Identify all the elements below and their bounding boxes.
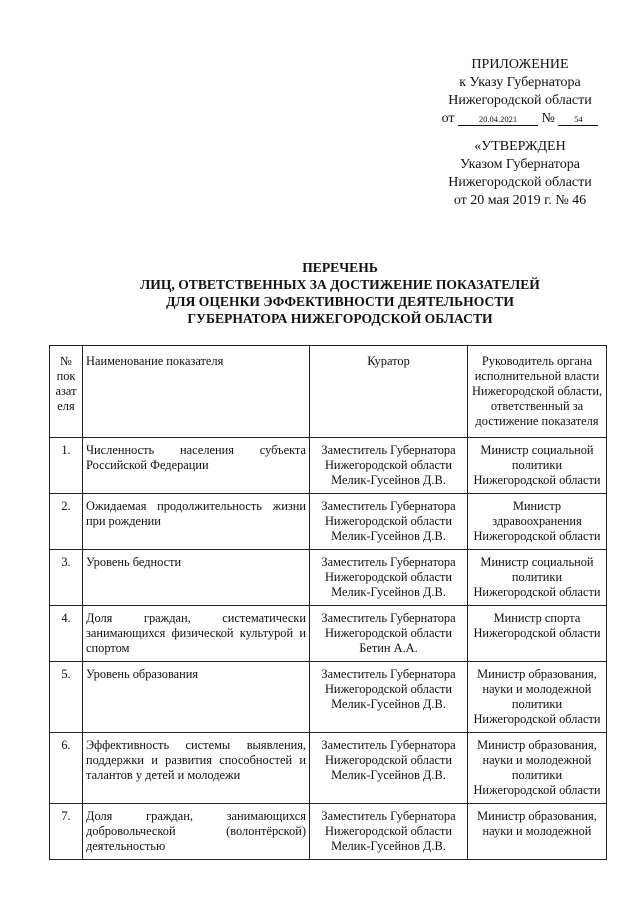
approved-line-region: Нижегородской области bbox=[448, 175, 592, 190]
appendix-line-decree: к Указу Губернатора bbox=[459, 75, 581, 90]
row-head: Министр образования, науки и молодежной bbox=[468, 804, 607, 860]
row-curator: Заместитель Губернатора Нижегородской области Мелик-Гусейнов Д.В. bbox=[310, 550, 468, 606]
row-indicator: Доля граждан, занимающихся добровольческой (волонтёрской) деятельностью bbox=[83, 804, 310, 860]
row-indicator: Ожидаемая продолжительность жизни при рождении bbox=[83, 494, 310, 550]
appendix-line-region: Нижегородской области bbox=[448, 93, 592, 108]
row-curator: Заместитель Губернатора Нижегородской области Мелик-Гусейнов Д.В. bbox=[310, 662, 468, 733]
table-row bbox=[50, 662, 607, 733]
appendix-title: ПРИЛОЖЕНИЕ bbox=[471, 57, 569, 72]
table-header-row bbox=[50, 346, 607, 438]
row-head: Министр социальной политики Нижегородской области bbox=[468, 438, 607, 494]
row-num: 4. bbox=[50, 606, 83, 662]
row-curator: Заместитель Губернатора Нижегородской области Бетин А.А. bbox=[310, 606, 468, 662]
row-head: Министр социальной политики Нижегородской области bbox=[468, 550, 607, 606]
title-line-3: ДЛЯ ОЦЕНКИ ЭФФЕКТИВНОСТИ ДЕЯТЕЛЬНОСТИ bbox=[166, 294, 514, 309]
row-curator: Заместитель Губернатора Нижегородской области Мелик-Гусейнов Д.В. bbox=[310, 804, 468, 860]
row-indicator: Доля граждан, систематически занимающихся физической культурой и спортом bbox=[83, 606, 310, 662]
appendix-block bbox=[400, 56, 640, 128]
row-curator: Заместитель Губернатора Нижегородской области Мелик-Гусейнов Д.В. bbox=[310, 438, 468, 494]
indicators-table bbox=[49, 345, 607, 860]
row-head: Министр образования, науки и молодежной политики Нижегородской области bbox=[468, 733, 607, 804]
number-field: 54 bbox=[558, 114, 598, 126]
header-head: Руководитель органа исполнительной власти Нижегородской области, ответственный за достижение показателя bbox=[468, 346, 607, 438]
header-curator: Куратор bbox=[310, 346, 468, 438]
approved-line-decree: Указом Губернатора bbox=[459, 157, 581, 172]
row-indicator: Уровень образования bbox=[83, 662, 310, 733]
title-line-2: ЛИЦ, ОТВЕТСТВЕННЫХ ЗА ДОСТИЖЕНИЕ ПОКАЗАТЕЛЕЙ bbox=[140, 277, 540, 292]
approved-block bbox=[400, 138, 640, 210]
row-num: 7. bbox=[50, 804, 83, 860]
row-num: 6. bbox=[50, 733, 83, 804]
table-row bbox=[50, 438, 607, 494]
title-line-1: ПЕРЕЧЕНЬ bbox=[302, 260, 378, 275]
header-num: № пок азат еля bbox=[50, 346, 83, 438]
row-head: Министр здравоохранения Нижегородской области bbox=[468, 494, 607, 550]
approved-line-date: от 20 мая 2019 г. № 46 bbox=[453, 193, 587, 208]
approved-title: «УТВЕРЖДЕН bbox=[474, 139, 566, 154]
row-num: 5. bbox=[50, 662, 83, 733]
row-head: Министр спорта Нижегородской области bbox=[468, 606, 607, 662]
row-head: Министр образования, науки и молодежной политики Нижегородской области bbox=[468, 662, 607, 733]
row-indicator: Эффективность системы выявления, поддержки и развития способностей и талантов у детей и молодежи bbox=[83, 733, 310, 804]
document-title bbox=[60, 259, 620, 327]
header-name: Наименование показателя bbox=[83, 346, 310, 438]
date-field: 20.04.2021 bbox=[458, 114, 538, 126]
table-row bbox=[50, 804, 607, 860]
row-num: 1. bbox=[50, 438, 83, 494]
table-row bbox=[50, 606, 607, 662]
title-line-4: ГУБЕРНАТОРА НИЖЕГОРОДСКОЙ ОБЛАСТИ bbox=[187, 311, 493, 326]
table-row bbox=[50, 550, 607, 606]
row-curator: Заместитель Губернатора Нижегородской области Мелик-Гусейнов Д.В. bbox=[310, 494, 468, 550]
row-curator: Заместитель Губернатора Нижегородской области Мелик-Гусейнов Д.В. bbox=[310, 733, 468, 804]
appendix-date-line bbox=[400, 110, 640, 128]
row-num: 3. bbox=[50, 550, 83, 606]
row-indicator: Численность населения субъекта Российской Федерации bbox=[83, 438, 310, 494]
number-sign: № bbox=[541, 111, 555, 126]
date-prefix: от bbox=[441, 111, 455, 126]
table-row bbox=[50, 494, 607, 550]
row-num: 2. bbox=[50, 494, 83, 550]
table-row bbox=[50, 733, 607, 804]
row-indicator: Уровень бедности bbox=[83, 550, 310, 606]
